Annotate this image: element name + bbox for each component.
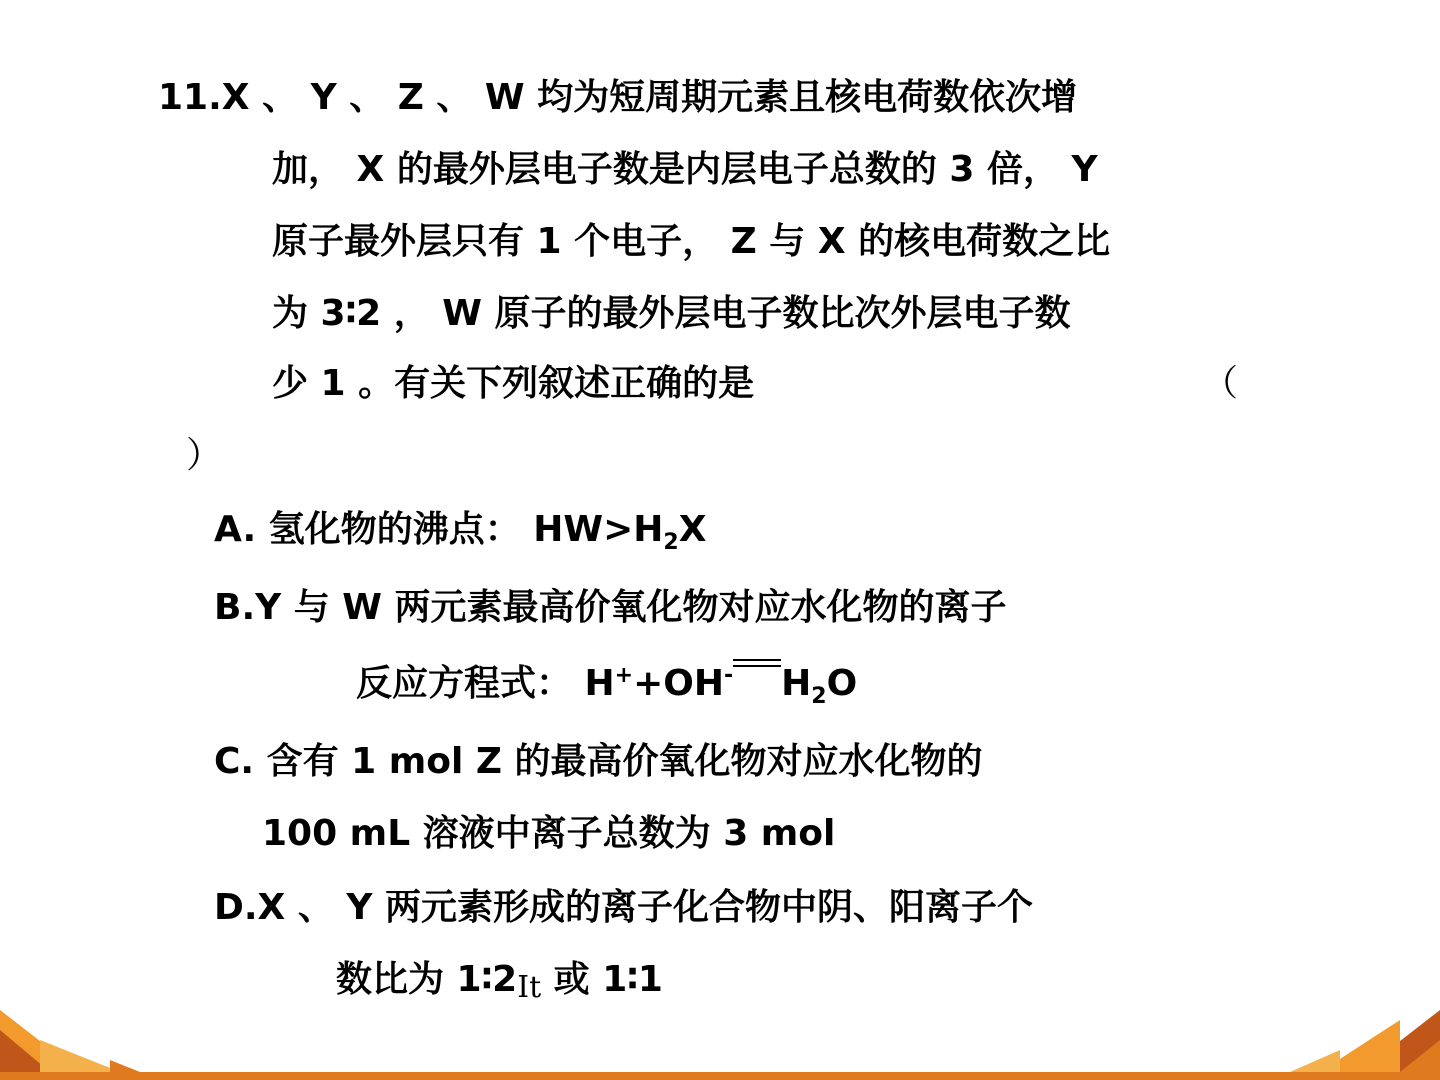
option-d-line-1: D.X 、 Y 两元素形成的离子化合物中阴、阳离子个 xyxy=(214,887,1033,928)
option-a-prefix: A. 氢化物的沸点： HW>H xyxy=(214,509,664,550)
question-line-3: 原子最外层只有 1 个电子， Z 与 X 的核电荷数之比 xyxy=(272,221,1111,262)
question-line-5: 少 1 。有关下列叙述正确的是 xyxy=(272,363,755,404)
option-c-line-1: C. 含有 1 mol Z 的最高价氧化物对应水化物的 xyxy=(214,741,983,782)
equals-sign-icon xyxy=(733,675,781,695)
option-c-line-2: 100 mL 溶液中离子总数为 3 mol xyxy=(262,813,836,854)
option-b-line-1: B.Y 与 W 两元素最高价氧化物对应水化物的离子 xyxy=(214,587,1007,628)
option-b-h2o-suffix: O xyxy=(826,663,858,704)
option-b-sup-minus: - xyxy=(724,663,734,688)
answer-paren-open: （ xyxy=(1202,363,1239,404)
question-line-4: 为 3∶2 ， W 原子的最外层电子数比次外层电子数 xyxy=(272,293,1071,334)
option-d-line-2-suffix: 或 1∶1 xyxy=(541,959,663,1000)
option-a-suffix: X xyxy=(678,509,707,550)
option-b-oh: +OH xyxy=(633,663,725,704)
option-b-h2o-subscript: 2 xyxy=(811,684,827,710)
question-line-1: 11.X 、 Y 、 Z 、 W 均为短周期元素且核电荷数依次增 xyxy=(158,77,1078,118)
option-d-stray-mark: It xyxy=(517,970,542,1005)
question-line-2: 加， X 的最外层电子数是内层电子总数的 3 倍， Y xyxy=(272,149,1098,190)
option-b-sup-plus: + xyxy=(614,663,634,688)
option-d-line-2: 数比为 1∶2 xyxy=(336,959,518,1000)
decorative-footer-triangles xyxy=(0,1000,1440,1080)
option-b-line-2-prefix: 反应方程式： H xyxy=(356,663,615,704)
option-b-h2o-prefix: H xyxy=(781,663,812,704)
answer-paren-close: ） xyxy=(186,435,223,476)
option-a-subscript: 2 xyxy=(663,530,679,556)
